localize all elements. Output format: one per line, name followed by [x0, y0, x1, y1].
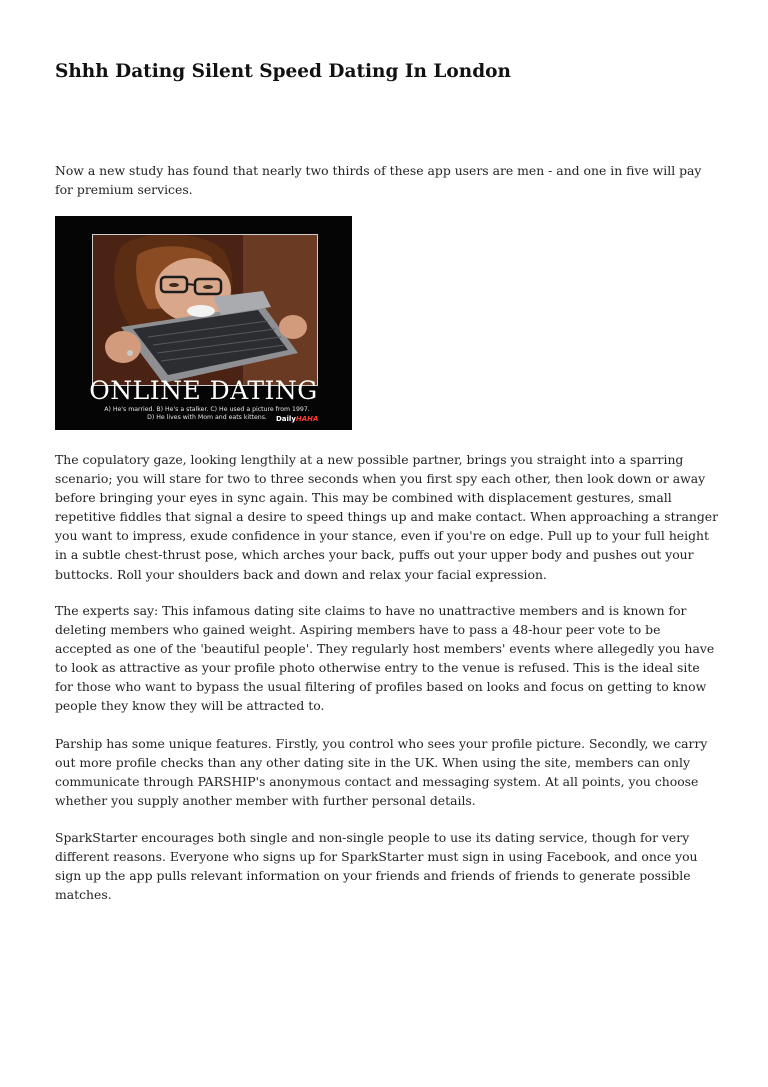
- poster-subtitle-line-1: A) He's married. B) He's a stalker. C) He used a picture from 1997.: [104, 406, 310, 413]
- body-paragraph: SparkStarter encourages both single and non-single people to use its dating service, though for very different reasons. Everyone who signs up for SparkStarter must sign in using Facebook, and once you sign up the app pulls relevant information on your friends and friends of friends to generate possible matches.: [55, 830, 698, 903]
- poster-heading: ONLINE DATING: [89, 376, 318, 405]
- intro-paragraph: Now a new study has found that nearly two thirds of these app users are men - and one in five will pay for premium services.: [55, 163, 702, 198]
- page-title: Shhh Dating Silent Speed Dating In London: [55, 61, 511, 82]
- woman-biting-laptop-illustration: [93, 235, 317, 385]
- body-paragraph: The experts say: This infamous dating site claims to have no unattractive members and is known for deleting members who gained weight. Aspiring members have to pass a 48-hour peer vote to be accepted as one of the 'beautiful people'. They regularly host members' events where allegedly you have to look as attractive as your profile photo otherwise entry to the venue is refused. This is the ideal site for those who want to bypass the usual filtering of profiles based on looks and focus on getting to know people they know they will be attracted to.: [55, 603, 715, 714]
- logo-daily-text: Daily: [276, 415, 296, 423]
- body-paragraph: The copulatory gaze, looking lengthily at a new possible partner, brings you straight into a sparring scenario; you will stare for two to three seconds when you first spy each other, then look down or away before bringing your eyes in sync again. This may be combined with displacement gestures, small repetitive fiddles that signal a desire to speed things up and make contact. When approaching a stranger you want to impress, exude confidence in your stance, even if you're on edge. Pull up to your full height in a subtle chest-thrust pose, which arches your back, puffs out your upper body and pushes out your buttocks. Roll your shoulders back and down and relax your facial expression.: [55, 452, 719, 582]
- body-paragraph: Parship has some unique features. Firstly, you control who sees your profile picture. Secondly, we carry out more profile checks than any other dating site in the UK. When using the site, members can only communicate through PARSHIP's anonymous contact and messaging system. At all points, you choose whether you supply another member with further personal details.: [55, 736, 708, 809]
- poster-subtitle-line-2: D) He lives with Mom and eats kittens.: [147, 413, 267, 421]
- online-dating-poster-image: [55, 216, 352, 430]
- logo-haha-text: HAHA: [295, 415, 319, 423]
- daily-haha-logo: [276, 415, 318, 423]
- poster-photo: [92, 234, 318, 386]
